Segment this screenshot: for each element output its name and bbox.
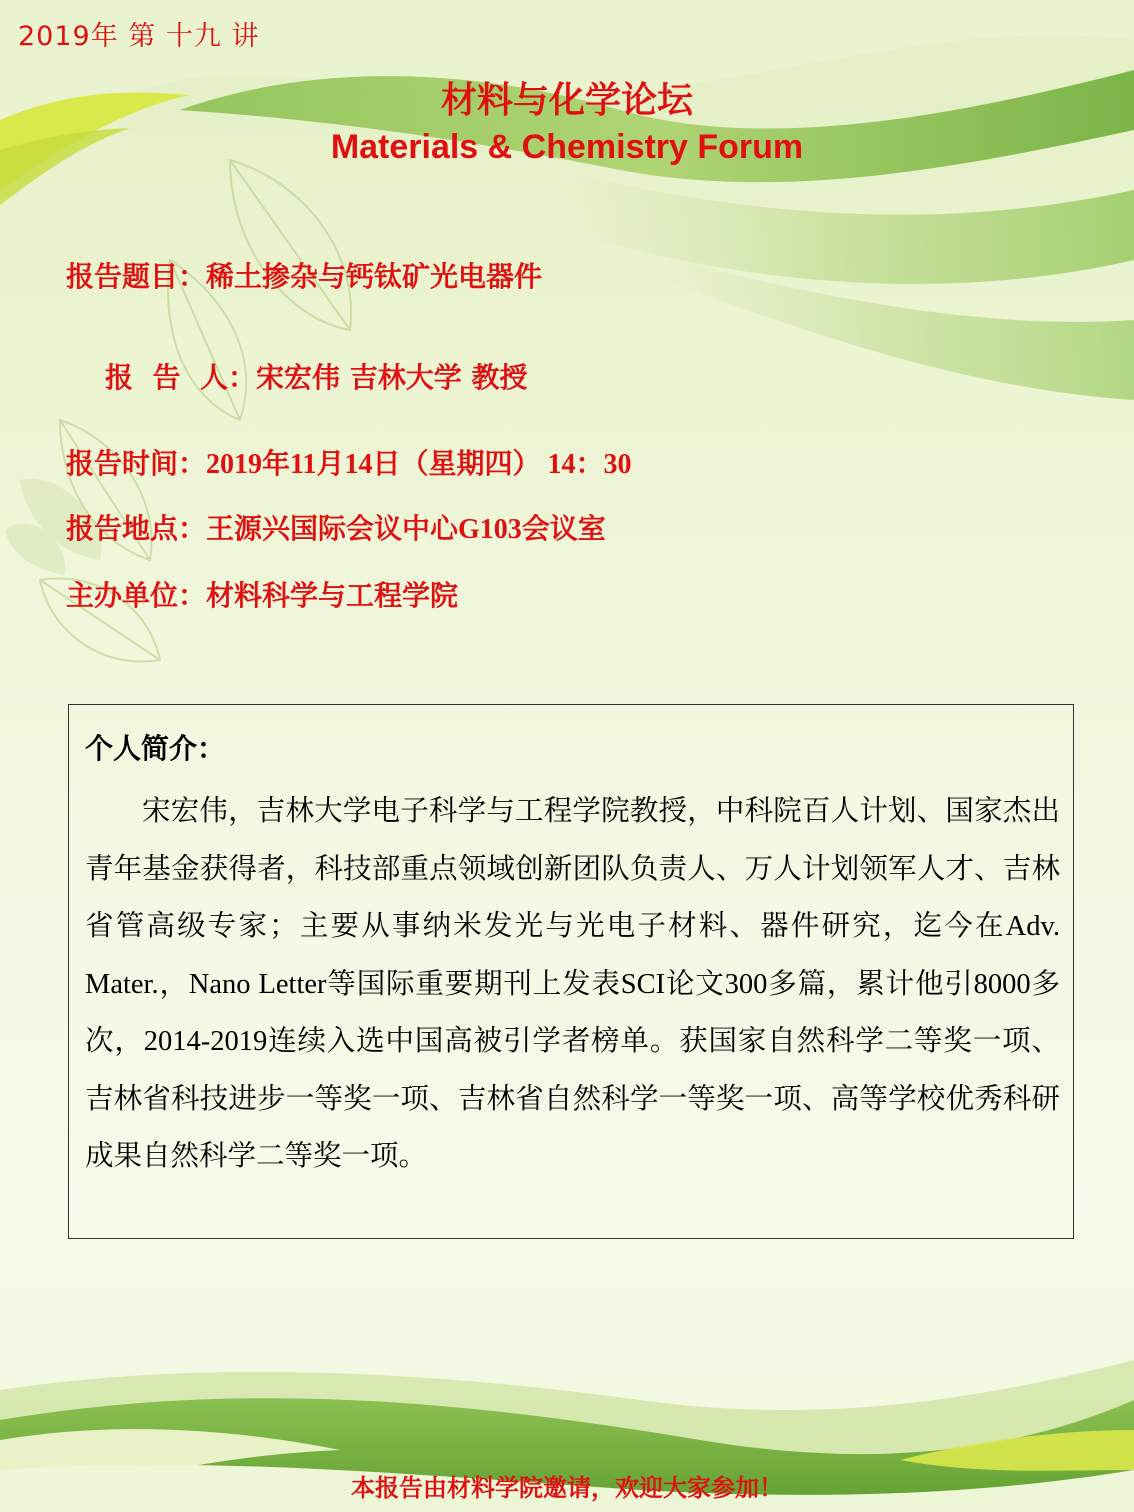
report-topic-value: 稀土掺杂与钙钛矿光电器件	[206, 260, 543, 293]
biography-box	[68, 704, 1074, 1239]
organizer-label: 主办单位：	[66, 579, 207, 612]
lecture-series-number: 2019年 第 十九 讲	[18, 21, 260, 52]
speaker-row	[66, 323, 528, 429]
forum-title-english: Materials & Chemistry Forum	[330, 128, 804, 166]
speaker-label: 报 告 人：	[105, 361, 256, 394]
organizer-value: 材料科学与工程学院	[206, 579, 459, 612]
report-topic-label: 报告题目：	[66, 260, 207, 293]
organizer-row	[66, 574, 458, 614]
report-time-value: 2019年11月14日（星期四） 14：30	[206, 449, 632, 480]
biography-text: 宋宏伟，吉林大学电子科学与工程学院教授，中科院百人计划、国家杰出青年基金获得者，科技部重点领域创新团队负责人、万人计划领军人才、吉林省管高级专家；主要从事纳米发光与光电子材料、器件研究，迄今在Adv. Mater.，Nano Letter等国际重要期刊上发表SCI论文300多篇，累计他引8000多次，2014-2019连续入选中国高被引学者榜单。获国家自然科学二等奖一项、吉林省科技进步一等奖一项、吉林省自然科学一等奖一项、高等学校优秀科研成果自然科学二等奖一项。	[85, 796, 1060, 1172]
speaker-value: 宋宏伟 吉林大学 教授	[256, 361, 528, 394]
forum-title-chinese: 材料与化学论坛	[440, 80, 693, 121]
biography-heading: 个人简介：	[85, 732, 226, 765]
report-time-row	[66, 442, 631, 482]
report-topic-row	[66, 255, 542, 295]
report-venue-row	[66, 507, 606, 547]
report-venue-value: 王源兴国际会议中心G103会议室	[206, 514, 606, 545]
invitation-footer: 本报告由材料学院邀请，欢迎大家参加！	[351, 1474, 783, 1502]
report-venue-label: 报告地点：	[66, 512, 207, 545]
report-time-label: 报告时间：	[66, 447, 207, 480]
